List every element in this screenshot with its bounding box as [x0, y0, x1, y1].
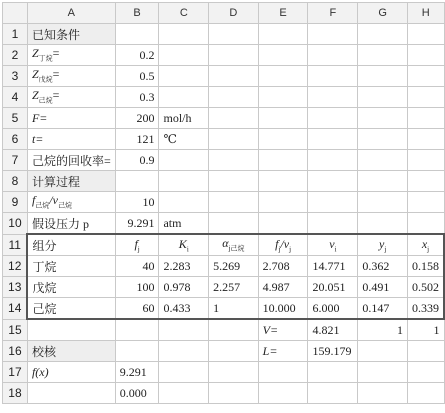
cell-b8[interactable]	[115, 171, 159, 192]
cell-a17[interactable]: f(x)	[27, 362, 115, 383]
cell-b14[interactable]: 60	[115, 298, 159, 320]
cell-d7[interactable]	[209, 150, 259, 171]
cell-c7[interactable]	[159, 150, 209, 171]
cell-h10[interactable]	[407, 213, 444, 235]
cell-c14[interactable]: 0.433	[159, 298, 209, 320]
cell-d2[interactable]	[209, 45, 259, 66]
cell-e5[interactable]	[258, 108, 308, 129]
cell-g15[interactable]: 1	[358, 319, 408, 341]
cell-f9[interactable]	[308, 192, 358, 213]
cell-c12[interactable]: 2.283	[159, 256, 209, 277]
cell-h16[interactable]	[407, 341, 444, 362]
worksheet-grid	[2, 2, 445, 404]
subscript: 己烷	[57, 201, 72, 210]
cell-f6[interactable]	[308, 129, 358, 150]
cell-c18[interactable]	[159, 383, 209, 404]
cell-a10[interactable]: 假设压力 p	[27, 213, 115, 235]
cell-c3[interactable]	[159, 66, 209, 87]
f-symbol: f	[275, 236, 279, 251]
row-header[interactable]: 15	[3, 319, 28, 341]
row-header[interactable]: 6	[3, 129, 28, 150]
cell-g3[interactable]	[358, 66, 408, 87]
cell-c5[interactable]: mol/h	[159, 108, 209, 129]
cell-e18[interactable]	[258, 383, 308, 404]
row-header[interactable]: 7	[3, 150, 28, 171]
cell-e9[interactable]	[258, 192, 308, 213]
k-symbol: K	[178, 236, 187, 251]
table-row	[3, 171, 445, 192]
cell-g9[interactable]	[358, 192, 408, 213]
cell-d4[interactable]	[209, 87, 259, 108]
subscript: i	[334, 245, 337, 254]
f-symbol: f	[31, 193, 36, 208]
z-symbol: Z	[31, 46, 39, 61]
cell-e17[interactable]	[258, 362, 308, 383]
row-header[interactable]: 8	[3, 171, 28, 192]
cell-b1[interactable]	[115, 24, 159, 45]
cell-c1[interactable]	[159, 24, 209, 45]
corner-cell[interactable]	[3, 3, 28, 24]
subscript: j	[278, 245, 281, 254]
cell-g8[interactable]	[358, 171, 408, 192]
cell-e4[interactable]	[258, 87, 308, 108]
cell-g11[interactable]	[358, 234, 408, 256]
table-row	[3, 150, 445, 171]
subscript: j	[384, 245, 387, 254]
cell-e12[interactable]: 2.708	[258, 256, 308, 277]
column-header-a[interactable]: A	[27, 3, 115, 24]
cell-a6[interactable]: t=	[27, 129, 115, 150]
table-row	[3, 192, 445, 213]
cell-d12[interactable]: 5.269	[209, 256, 259, 277]
cell-d17[interactable]	[209, 362, 259, 383]
cell-d1[interactable]	[209, 24, 259, 45]
table-row	[3, 129, 445, 150]
cell-f13[interactable]: 20.051	[308, 277, 358, 298]
cell-h18[interactable]	[407, 383, 444, 404]
equals-sign: =	[52, 88, 60, 103]
table-row	[3, 319, 445, 341]
equals-sign: =	[52, 67, 60, 82]
cell-g16[interactable]	[358, 341, 408, 362]
cell-c16[interactable]	[159, 341, 209, 362]
column-header-g[interactable]: G	[358, 3, 408, 24]
cell-e15[interactable]: V=	[258, 319, 308, 341]
cell-d6[interactable]	[209, 129, 259, 150]
column-header-e[interactable]: E	[258, 3, 308, 24]
cell-b4[interactable]: 0.3	[115, 87, 159, 108]
column-header-f[interactable]: F	[308, 3, 358, 24]
cell-g18[interactable]	[358, 383, 408, 404]
row-header[interactable]: 3	[3, 66, 28, 87]
cell-d18[interactable]	[209, 383, 259, 404]
cell-g14[interactable]: 0.147	[358, 298, 408, 320]
cell-b10[interactable]: 9.291	[115, 213, 159, 235]
cell-e3[interactable]	[258, 66, 308, 87]
table-row	[3, 66, 445, 87]
cell-b2[interactable]: 0.2	[115, 45, 159, 66]
cell-a4[interactable]	[27, 87, 115, 108]
row-header[interactable]: 9	[3, 192, 28, 213]
cell-a7[interactable]: 己烷的回收率=	[27, 150, 115, 171]
cell-a16[interactable]: 校核	[27, 341, 115, 362]
cell-h3[interactable]	[407, 66, 444, 87]
cell-a11[interactable]: 组分	[27, 234, 115, 256]
cell-d14[interactable]: 1	[209, 298, 259, 320]
cell-f18[interactable]	[308, 383, 358, 404]
cell-f12[interactable]: 14.771	[308, 256, 358, 277]
row-header[interactable]: 12	[3, 256, 28, 277]
cell-b15[interactable]	[115, 319, 159, 341]
row-header[interactable]: 2	[3, 45, 28, 66]
cell-f5[interactable]	[308, 108, 358, 129]
cell-b7[interactable]: 0.9	[115, 150, 159, 171]
cell-g13[interactable]: 0.491	[358, 277, 408, 298]
table-row	[3, 45, 445, 66]
subscript: 己烷	[38, 96, 53, 105]
cell-h14[interactable]: 0.339	[407, 298, 444, 320]
cell-h17[interactable]	[407, 362, 444, 383]
cell-a5[interactable]: F=	[27, 108, 115, 129]
cell-g4[interactable]	[358, 87, 408, 108]
table-row	[3, 341, 445, 362]
cell-c10[interactable]: atm	[159, 213, 209, 235]
cell-e2[interactable]	[258, 45, 308, 66]
cell-d10[interactable]	[209, 213, 259, 235]
cell-f2[interactable]	[308, 45, 358, 66]
cell-h9[interactable]	[407, 192, 444, 213]
cell-c9[interactable]	[159, 192, 209, 213]
cell-e1[interactable]	[258, 24, 308, 45]
cell-a15[interactable]	[27, 319, 115, 341]
cell-d13[interactable]: 2.257	[209, 277, 259, 298]
cell-c17[interactable]	[159, 362, 209, 383]
table-row	[3, 298, 445, 320]
cell-f11[interactable]	[308, 234, 358, 256]
cell-g2[interactable]	[358, 45, 408, 66]
f-symbol: f	[134, 236, 138, 251]
cell-a14[interactable]: 己烷	[27, 298, 115, 320]
cell-f16[interactable]: 159.179	[308, 341, 358, 362]
cell-d11[interactable]	[209, 234, 259, 256]
cell-g6[interactable]	[358, 129, 408, 150]
cell-b17[interactable]: 9.291	[115, 362, 159, 383]
subscript: 丁烷	[38, 54, 53, 63]
equals-sign: =	[52, 46, 60, 61]
cell-e13[interactable]: 4.987	[258, 277, 308, 298]
y-symbol: y	[379, 236, 385, 251]
cell-h4[interactable]	[407, 87, 444, 108]
cell-e14[interactable]: 10.000	[258, 298, 308, 320]
cell-h2[interactable]	[407, 45, 444, 66]
column-header-row	[3, 3, 445, 24]
cell-c6[interactable]: ℃	[159, 129, 209, 150]
row-header[interactable]: 13	[3, 277, 28, 298]
row-header[interactable]: 16	[3, 341, 28, 362]
subscript: j己烷	[228, 244, 245, 253]
cell-e10[interactable]	[258, 213, 308, 235]
cell-g7[interactable]	[358, 150, 408, 171]
cell-d8[interactable]	[209, 171, 259, 192]
z-symbol: Z	[31, 67, 39, 82]
table-row	[3, 234, 445, 256]
row-header[interactable]: 5	[3, 108, 28, 129]
table-row	[3, 383, 445, 404]
v-symbol: /v	[49, 193, 58, 208]
cell-f3[interactable]	[308, 66, 358, 87]
z-symbol: Z	[31, 88, 39, 103]
x-symbol: x	[421, 236, 428, 251]
cell-h8[interactable]	[407, 171, 444, 192]
subscript: j	[427, 245, 430, 254]
row-header[interactable]: 14	[3, 298, 28, 320]
cell-f14[interactable]: 6.000	[308, 298, 358, 320]
cell-h1[interactable]	[407, 24, 444, 45]
cell-b3[interactable]: 0.5	[115, 66, 159, 87]
subscript: j	[137, 245, 140, 254]
cell-d15[interactable]	[209, 319, 259, 341]
cell-a9[interactable]	[27, 192, 115, 213]
row-header[interactable]: 11	[3, 234, 28, 256]
row-header[interactable]: 10	[3, 213, 28, 235]
cell-h13[interactable]: 0.502	[407, 277, 444, 298]
cell-a3[interactable]	[27, 66, 115, 87]
cell-f4[interactable]	[308, 87, 358, 108]
table-row	[3, 362, 445, 383]
subscript: 戊烷	[38, 75, 53, 84]
cell-g10[interactable]	[358, 213, 408, 235]
cell-f17[interactable]	[308, 362, 358, 383]
cell-b9[interactable]: 10	[115, 192, 159, 213]
cell-e6[interactable]	[258, 129, 308, 150]
cell-h15[interactable]: 1	[407, 319, 444, 341]
cell-c8[interactable]	[159, 171, 209, 192]
cell-b6[interactable]: 121	[115, 129, 159, 150]
column-header-c[interactable]: C	[159, 3, 209, 24]
cell-a18[interactable]	[27, 383, 115, 404]
cell-e7[interactable]	[258, 150, 308, 171]
cell-a2[interactable]	[27, 45, 115, 66]
row-header[interactable]: 1	[3, 24, 28, 45]
cell-c13[interactable]: 0.978	[159, 277, 209, 298]
table-row	[3, 108, 445, 129]
table-row	[3, 213, 445, 235]
cell-a8[interactable]: 计算过程	[27, 171, 115, 192]
cell-b11[interactable]	[115, 234, 159, 256]
table-row	[3, 87, 445, 108]
cell-c4[interactable]	[159, 87, 209, 108]
subscript: 己烷	[35, 201, 50, 210]
cell-b5[interactable]: 200	[115, 108, 159, 129]
cell-d9[interactable]	[209, 192, 259, 213]
cell-g1[interactable]	[358, 24, 408, 45]
cell-d3[interactable]	[209, 66, 259, 87]
cell-b16[interactable]	[115, 341, 159, 362]
cell-g12[interactable]: 0.362	[358, 256, 408, 277]
row-header[interactable]: 17	[3, 362, 28, 383]
cell-b13[interactable]: 100	[115, 277, 159, 298]
table-row	[3, 277, 445, 298]
cell-f8[interactable]	[308, 171, 358, 192]
v-symbol: /v	[280, 236, 290, 251]
cell-e16[interactable]: L=	[258, 341, 308, 362]
column-header-b[interactable]: B	[115, 3, 159, 24]
subscript: j	[289, 245, 292, 254]
cell-h6[interactable]	[407, 129, 444, 150]
cell-f15[interactable]: 4.821	[308, 319, 358, 341]
cell-e8[interactable]	[258, 171, 308, 192]
cell-e11[interactable]	[258, 234, 308, 256]
cell-d16[interactable]	[209, 341, 259, 362]
cell-h5[interactable]	[407, 108, 444, 129]
subscript: i	[186, 245, 189, 254]
cell-c11[interactable]	[159, 234, 209, 256]
cell-d5[interactable]	[209, 108, 259, 129]
cell-f10[interactable]	[308, 213, 358, 235]
cell-g5[interactable]	[358, 108, 408, 129]
cell-b18[interactable]: 0.000	[115, 383, 159, 404]
alpha-symbol: α	[222, 236, 229, 251]
cell-h11[interactable]	[407, 234, 444, 256]
v-symbol: v	[329, 236, 335, 251]
cell-g17[interactable]	[358, 362, 408, 383]
row-header[interactable]: 4	[3, 87, 28, 108]
cell-c2[interactable]	[159, 45, 209, 66]
cell-f1[interactable]	[308, 24, 358, 45]
table-row	[3, 256, 445, 277]
cell-f7[interactable]	[308, 150, 358, 171]
cell-b12[interactable]: 40	[115, 256, 159, 277]
cell-h7[interactable]	[407, 150, 444, 171]
column-header-h[interactable]: H	[407, 3, 444, 24]
cell-a12[interactable]: 丁烷	[27, 256, 115, 277]
row-header[interactable]: 18	[3, 383, 28, 404]
column-header-d[interactable]: D	[209, 3, 259, 24]
cell-a1[interactable]: 已知条件	[27, 24, 115, 45]
cell-c15[interactable]	[159, 319, 209, 341]
table-row	[3, 24, 445, 45]
cell-a13[interactable]: 戊烷	[27, 277, 115, 298]
cell-h12[interactable]: 0.158	[407, 256, 444, 277]
